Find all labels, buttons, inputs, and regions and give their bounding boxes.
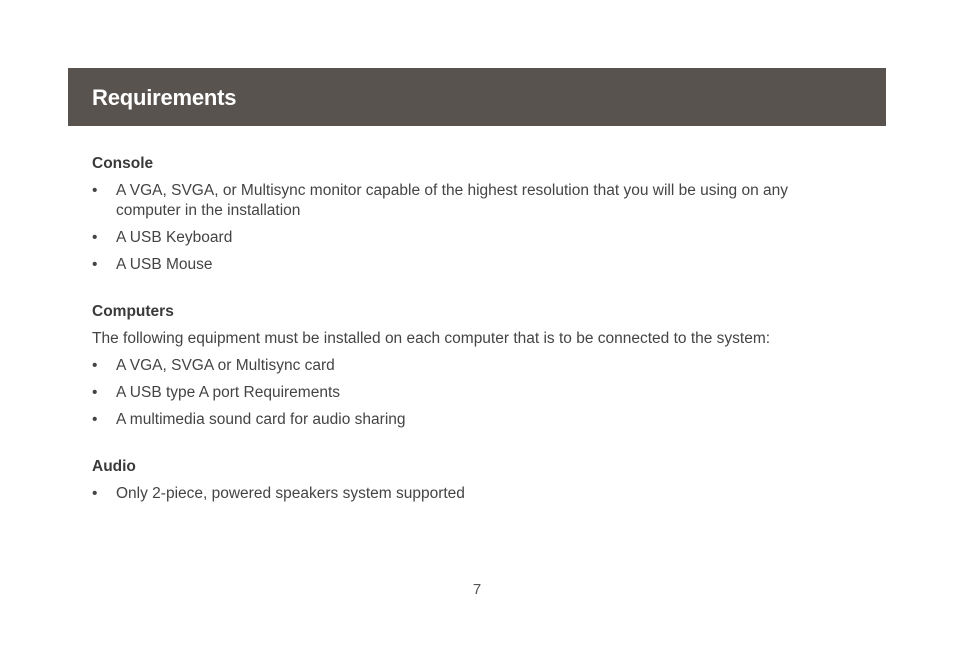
list-item: • A USB Keyboard	[92, 228, 852, 248]
computers-list	[92, 356, 852, 430]
section-audio	[92, 457, 852, 504]
section-computers	[92, 302, 852, 430]
section-console	[92, 154, 852, 275]
section-heading-console: Console	[92, 155, 154, 172]
page-title: Requirements	[92, 85, 237, 110]
computers-intro: The following equipment must be installed on each computer that is to be connected to the system:	[92, 330, 771, 347]
requirements-content	[92, 154, 852, 531]
console-list	[92, 181, 852, 275]
section-heading-audio: Audio	[92, 458, 136, 475]
list-item: • A USB Mouse	[92, 255, 852, 275]
page-number: 7	[472, 581, 482, 598]
audio-list	[92, 484, 852, 504]
list-item: • A USB type A port Requirements	[92, 383, 852, 403]
list-item: • A multimedia sound card for audio sharing	[92, 410, 852, 430]
list-item: • Only 2-piece, powered speakers system supported	[92, 484, 852, 504]
list-item: • A VGA, SVGA or Multisync card	[92, 356, 852, 376]
section-heading-computers: Computers	[92, 303, 174, 320]
list-item: • A VGA, SVGA, or Multisync monitor capable of the highest resolution that you will be using on any computer in the installation	[92, 181, 852, 221]
title-bar	[68, 68, 886, 126]
